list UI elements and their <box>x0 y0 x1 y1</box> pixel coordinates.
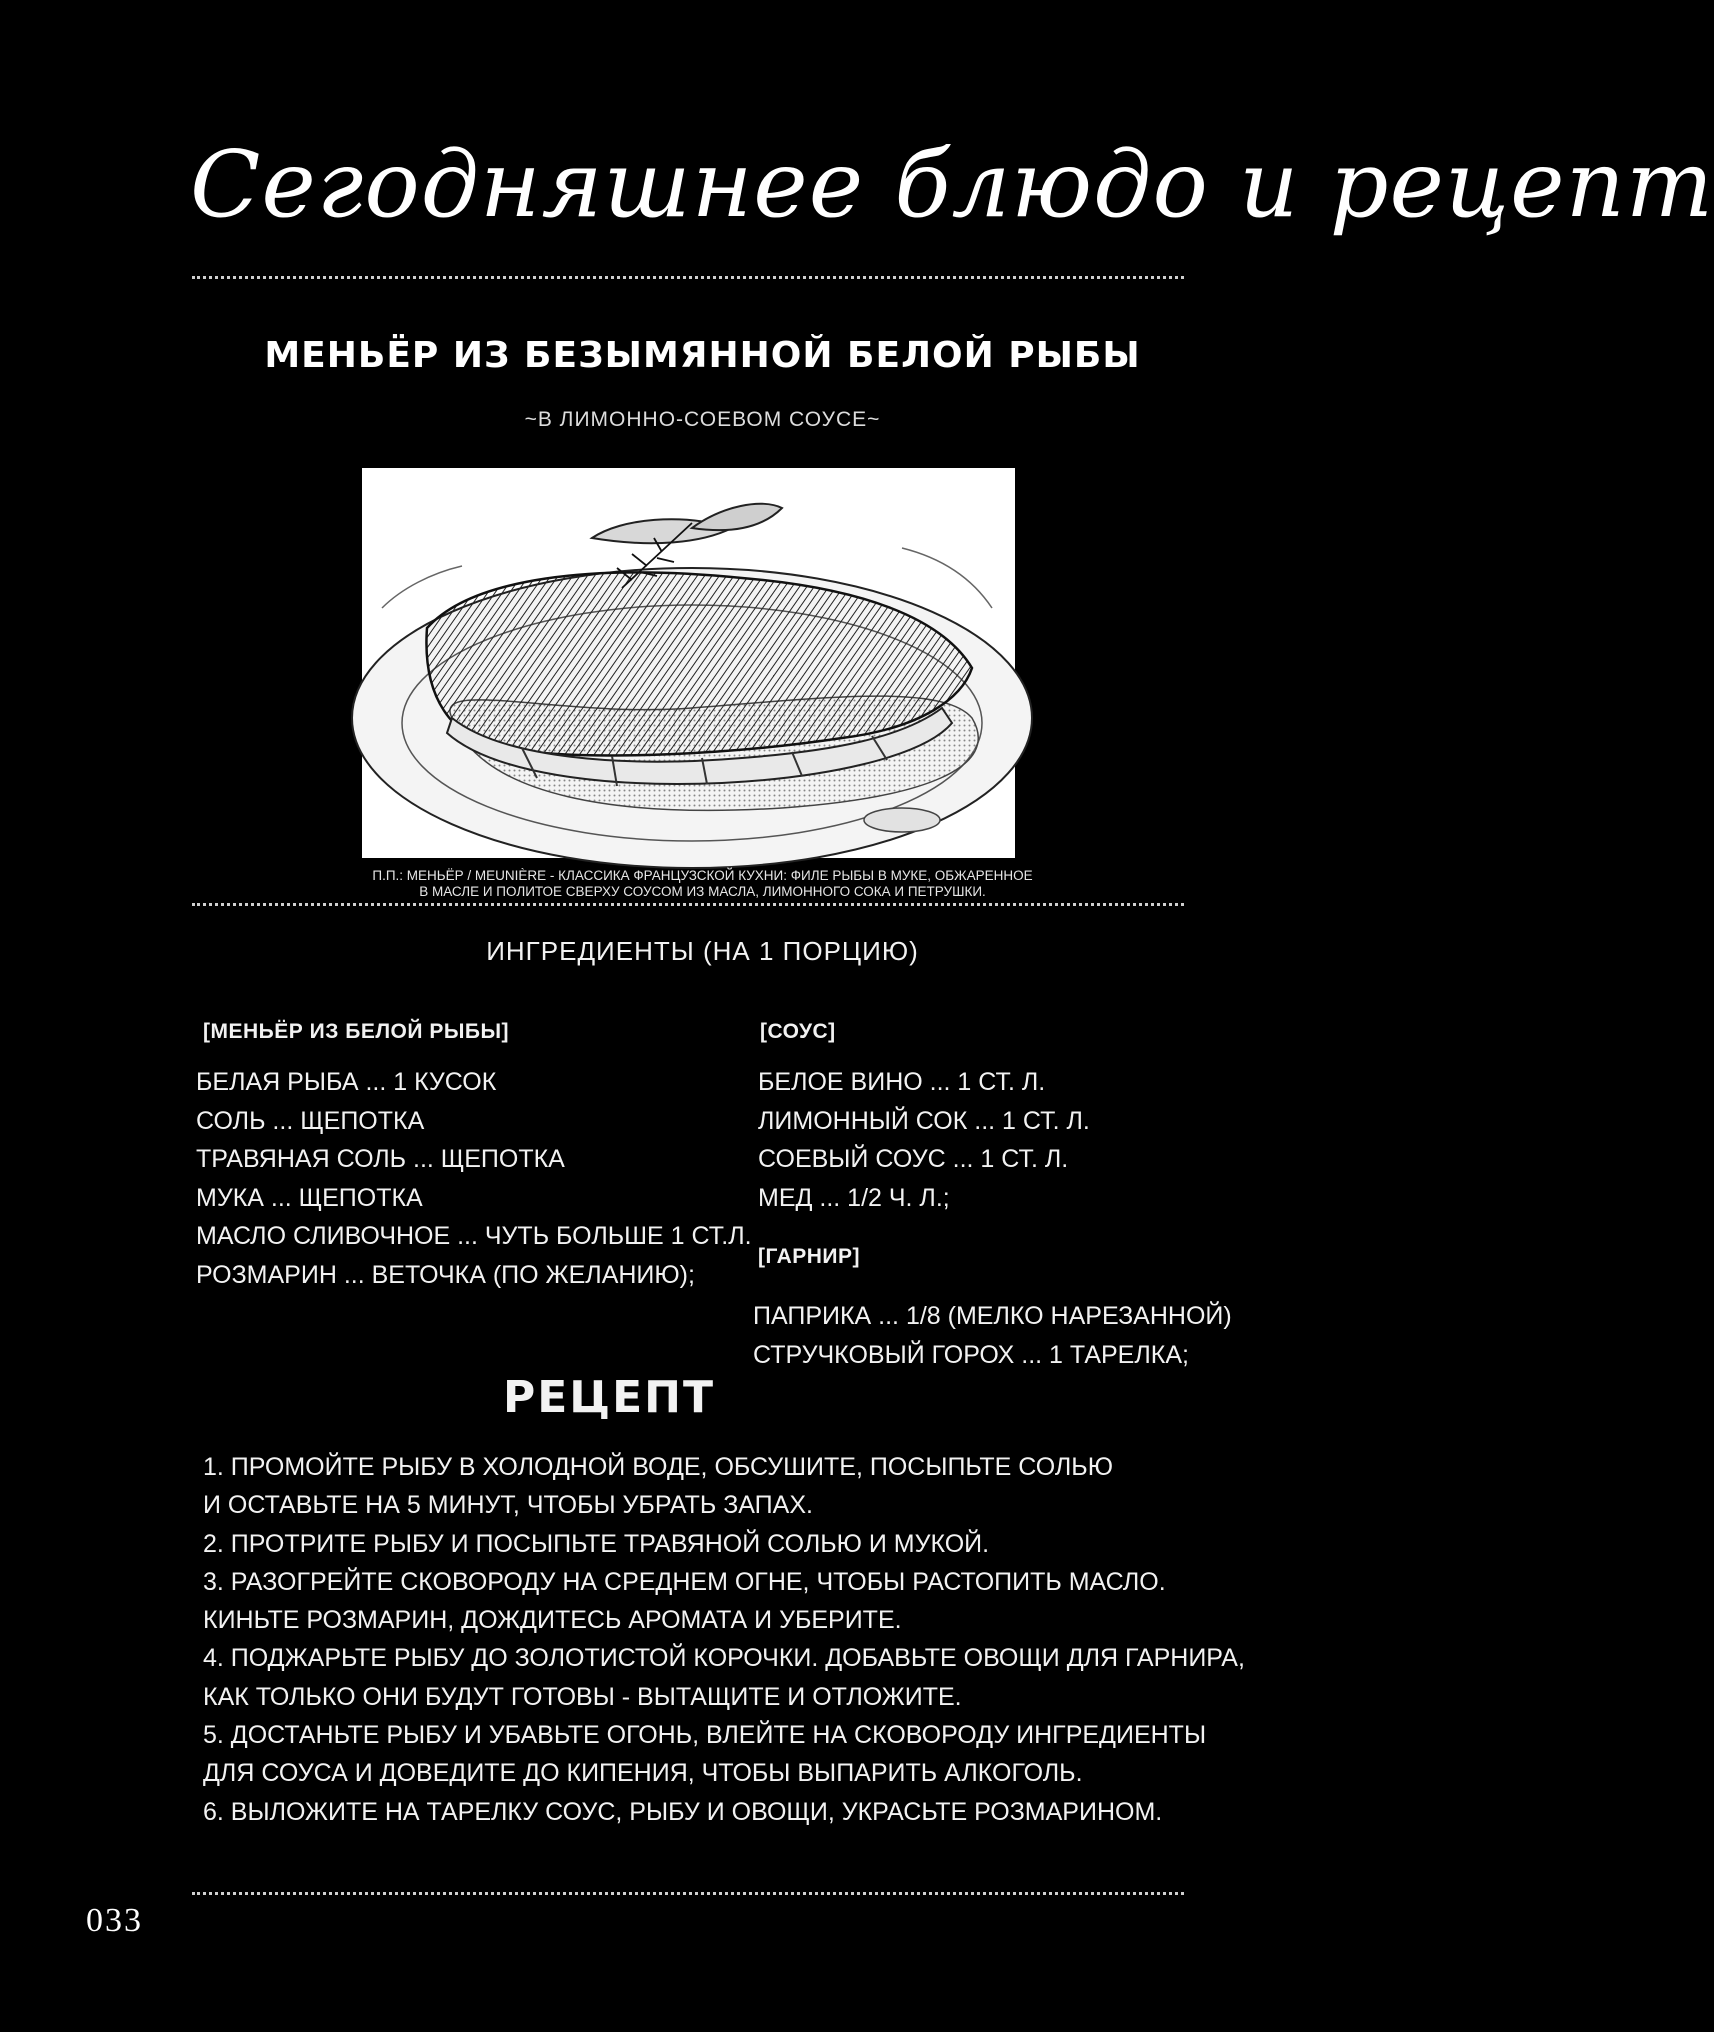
list-item: СОЕВЫЙ СОУС ... 1 СТ. Л. <box>758 1145 1069 1173</box>
recipe-line: КАК ТОЛЬКО ОНИ БУДУТ ГОТОВЫ - ВЫТАЩИТЕ И ОТЛОЖИТЕ. <box>203 1682 962 1711</box>
fish-plate-drawing <box>362 468 1015 858</box>
divider-top <box>192 276 1184 279</box>
list-item: МЕД ... 1/2 Ч. Л.; <box>758 1183 950 1212</box>
list-item: ЛИМОННЫЙ СОК ... 1 СТ. Л. <box>758 1106 1090 1135</box>
recipe-line: И ОСТАВЬТЕ НА 5 МИНУТ, ЧТОБЫ УБРАТЬ ЗАПАХ. <box>203 1491 813 1520</box>
sauce-ingredients-list <box>758 1063 1090 1217</box>
recipe-steps <box>203 1448 1245 1831</box>
recipe-line: 5. ДОСТАНЬТЕ РЫБУ И УБАВЬТЕ ОГОНЬ, ВЛЕЙТЕ НА СКОВОРОДУ ИНГРЕДИЕНТЫ <box>203 1721 1207 1750</box>
dish-subtitle: ~В ЛИМОННО-СОЕВОМ СОУСЕ~ <box>524 408 881 431</box>
translator-note <box>330 868 1075 900</box>
recipe-line: 4. ПОДЖАРЬТЕ РЫБУ ДО ЗОЛОТИСТОЙ КОРОЧКИ. ДОБАВЬТЕ ОВОЩИ ДЛЯ ГАРНИРА, <box>203 1644 1245 1673</box>
recipe-line: 3. РАЗОГРЕЙТЕ СКОВОРОДУ НА СРЕДНЕМ ОГНЕ, ЧТОБЫ РАСТОПИТЬ МАСЛО. <box>203 1567 1166 1596</box>
recipe-line: ДЛЯ СОУСА И ДОВЕДИТЕ ДО КИПЕНИЯ, ЧТОБЫ ВЫПАРИТЬ АЛКОГОЛЬ. <box>203 1759 1083 1788</box>
recipe-heading: РЕЦЕПТ <box>502 1372 716 1423</box>
list-item: СОЛЬ ... ЩЕПОТКА <box>196 1106 425 1135</box>
recipe-line: 6. ВЫЛОЖИТЕ НА ТАРЕЛКУ СОУС, РЫБУ И ОВОЩИ, УКРАСЬТЕ РОЗМАРИНОМ. <box>203 1797 1163 1826</box>
list-item: МАСЛО СЛИВОЧНОЕ ... ЧУТЬ БОЛЬШЕ 1 СТ.Л. <box>196 1222 752 1250</box>
fish-ingredients-list <box>196 1063 752 1294</box>
list-item: ТРАВЯНАЯ СОЛЬ ... ЩЕПОТКА <box>196 1145 565 1173</box>
ingredients-heading: ИНГРЕДИЕНТЫ (НА 1 ПОРЦИЮ) <box>486 936 919 966</box>
list-item: БЕЛОЕ ВИНО ... 1 СТ. Л. <box>758 1068 1046 1096</box>
divider-bottom <box>192 1892 1184 1895</box>
garnish-section-heading: [ГАРНИР] <box>758 1245 861 1268</box>
fish-section-heading: [МЕНЬЁР ИЗ БЕЛОЙ РЫБЫ] <box>203 1020 510 1043</box>
divider-middle <box>192 903 1184 906</box>
sauce-section-heading: [СОУС] <box>760 1020 836 1043</box>
page-number: 033 <box>86 1902 143 1939</box>
list-item: РОЗМАРИН ... ВЕТОЧКА (ПО ЖЕЛАНИЮ); <box>196 1260 695 1289</box>
translator-note-line-2: В МАСЛЕ И ПОЛИТОЕ СВЕРХУ СОУСОМ ИЗ МАСЛА, ЛИМОННОГО СОКА И ПЕТРУШКИ. <box>419 884 986 899</box>
recipe-line: 2. ПРОТРИТЕ РЫБУ И ПОСЫПЬТЕ ТРАВЯНОЙ СОЛЬЮ И МУКОЙ. <box>203 1529 990 1558</box>
recipe-line: 1. ПРОМОЙТЕ РЫБУ В ХОЛОДНОЙ ВОДЕ, ОБСУШИТЕ, ПОСЫПЬТЕ СОЛЬЮ <box>203 1453 1113 1481</box>
dish-title: МЕНЬЁР ИЗ БЕЗЫМЯННОЙ БЕЛОЙ РЫБЫ <box>264 335 1141 376</box>
translator-note-line-1: П.П.: МЕНЬЁР / MEUNIÈRE - КЛАССИКА ФРАНЦУЗСКОЙ КУХНИ: ФИЛЕ РЫБЫ В МУКЕ, ОБЖАРЕННОЕ <box>372 868 1033 883</box>
list-item: МУКА ... ЩЕПОТКА <box>196 1183 423 1212</box>
list-item: ПАПРИКА ... 1/8 (МЕЛКО НАРЕЗАННОЙ) <box>753 1302 1232 1330</box>
page-title: Сегодняшнее блюдо и рецепт <box>190 131 1714 238</box>
dish-illustration <box>362 468 1015 858</box>
list-item: СТРУЧКОВЫЙ ГОРОХ ... 1 ТАРЕЛКА; <box>753 1340 1189 1369</box>
garnish-ingredients-list <box>753 1297 1232 1374</box>
list-item: БЕЛАЯ РЫБА ... 1 КУСОК <box>196 1068 497 1096</box>
recipe-line: КИНЬТЕ РОЗМАРИН, ДОЖДИТЕСЬ АРОМАТА И УБЕРИТЕ. <box>203 1606 902 1635</box>
